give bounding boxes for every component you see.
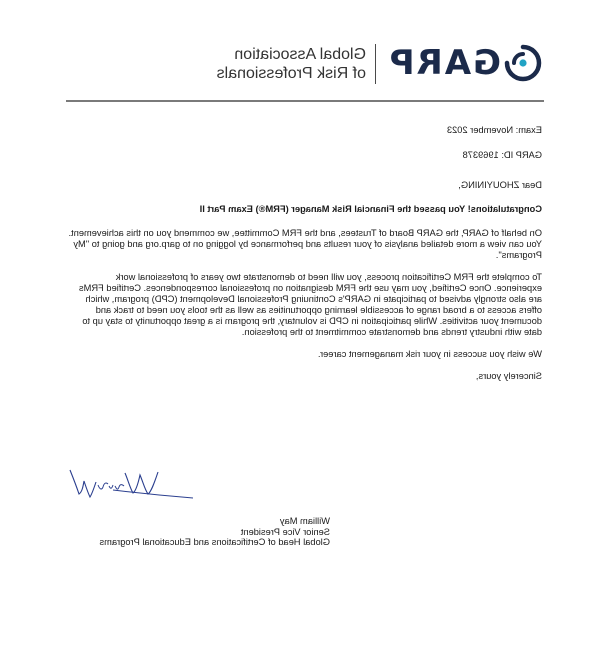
- letterhead: [63, 40, 543, 90]
- organization-name: [217, 45, 366, 83]
- closing: Sincerely yours,: [475, 371, 542, 381]
- garp-swirl-logo-icon: [503, 43, 543, 83]
- exam-date: Exam: November 2023: [446, 125, 542, 135]
- org-line-1: Global Association: [234, 46, 366, 63]
- org-line-2: of Risk Professionals: [216, 65, 366, 82]
- header-rule: [66, 100, 544, 102]
- subject-line: Congratulations! You passed the Financial Risk Manager (FRM®) Exam Part II: [199, 204, 542, 214]
- signatory-name: William May: [279, 516, 330, 526]
- signatory-role: Global Head of Certifications and Educational Programs: [99, 537, 330, 547]
- handwritten-signature-icon: [68, 460, 198, 510]
- signatory-title: Senior Vice President: [240, 526, 330, 537]
- header-divider: [375, 44, 376, 84]
- logo-wordmark: GARP: [387, 43, 501, 83]
- paragraph-commendation: On behalf of GARP, the GARP Board of Trustees, and the FRM Committee, we commend you on this achievement. You can view a more detailed analysis of your results and performance by logging on to garp.org and going to "My Programs".: [68, 228, 542, 260]
- garp-id: GARP ID: 1969378: [462, 150, 542, 160]
- garp-logo: [388, 43, 543, 83]
- paragraph-wishes: We wish you success in your risk management career.: [317, 349, 542, 359]
- salutation: Dear ZHOUYINING,: [458, 180, 542, 190]
- paragraph-certification: To complete the FRM Certification process, you will need to demonstrate two years of professional work experience. Once Certified, you may use the FRM designation on professional correspondences. Certified FRMs are also strongly advised to participate in GARP's Continuing Professional Development (CPD) program, which offers access to a broad range of accessible learning opportunities as well as the tools you need to track and document your activities. While participation in CPD is voluntary, the program is a great opportunity to stay up to date with industry trends and demonstrate commitment to the profession.: [78, 272, 542, 337]
- letter-body: [67, 125, 542, 398]
- signature-block: [100, 516, 330, 548]
